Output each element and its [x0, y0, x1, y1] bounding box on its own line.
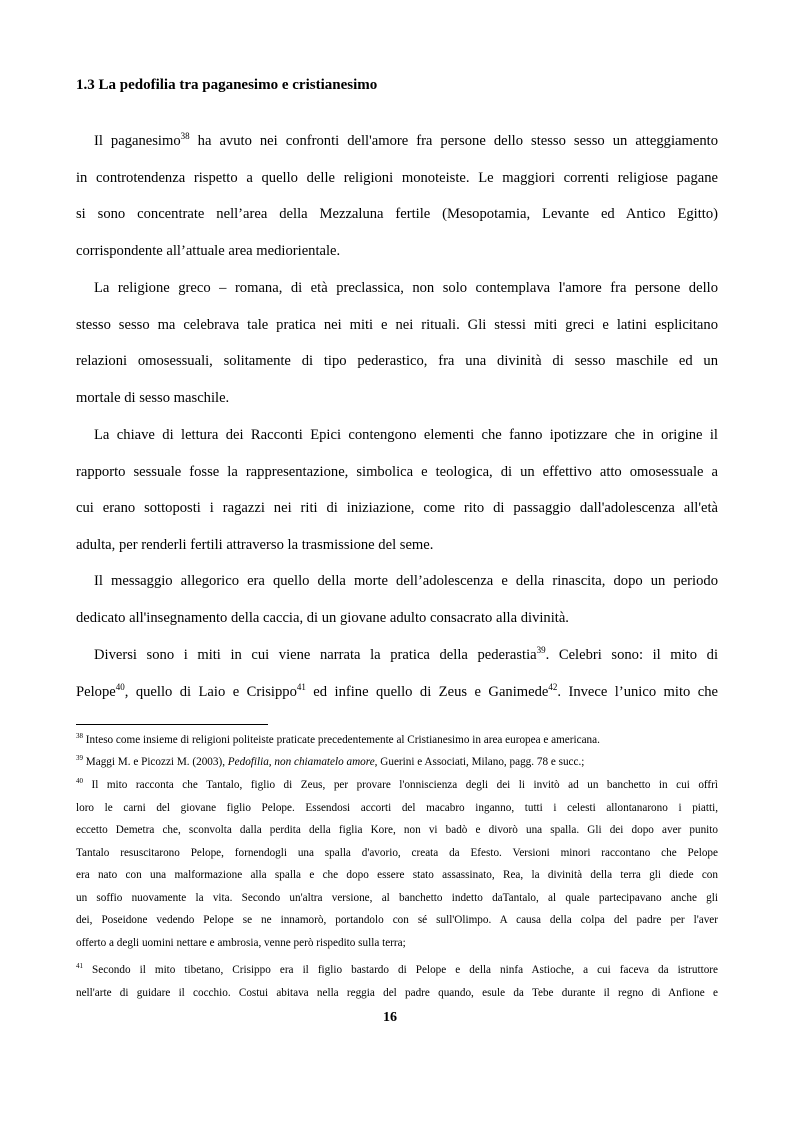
paragraph-line: relazioni omosessuali, solitamente di tipo pederastico, fra una divinità di sesso maschile ed un: [76, 353, 718, 370]
paragraph-3: [76, 425, 718, 572]
footnote-39: $^{39}$ Maggi M. e Picozzi M. (2003), Pedofilia, non chiamatelo amore, Guerini e Associati, Milano, pagg. 78 e succ.;: [76, 754, 585, 768]
paragraph-line: rapporto sessuale fosse la rappresentazione, simbolica e teologica, di un effettivo atto omosessuale a: [76, 463, 718, 480]
footnote-separator: [76, 724, 268, 725]
footnote-ref-41[interactable]: 41: [296, 681, 306, 692]
page-number: 16: [383, 1010, 397, 1025]
paragraph-line: Pelope$^{40}$, quello di Laio e Crisippo$^{41}$ ed infine quello di Zeus e Ganimede$^{42}$. Invece l’unico mito che: [76, 681, 718, 700]
footnote-ref-39[interactable]: 39: [536, 645, 546, 655]
paragraph-line: corrispondente all’attuale area mediorientale.: [76, 243, 341, 260]
paragraph-2: [76, 278, 718, 425]
paragraph-line: La chiave di lettura dei Racconti Epici contengono elementi che fanno ipotizzare che in origine il: [94, 427, 718, 443]
footnote-ref-40[interactable]: 40: [115, 681, 125, 692]
footnote-38: $^{38}$ Inteso come insieme di religioni politeiste praticate precedentemente al Cristianesimo in area europea e americana.: [76, 732, 600, 746]
paragraph-5: [76, 645, 718, 718]
section-heading: 1.3 La pedofilia tra paganesimo e cristianesimo: [76, 77, 378, 93]
paragraph-line: in controtendenza rispetto a quello delle religioni monoteiste. Le maggiori correnti religiose pagane: [76, 169, 718, 186]
paragraph-line: La religione greco – romana, di età preclassica, non solo contemplava l'amore fra persone dello: [94, 280, 718, 296]
footnote-ref-38[interactable]: 38: [180, 131, 190, 141]
paragraph-line: Il messaggio allegorico era quello della morte dell’adolescenza e della rinascita, dopo un periodo: [94, 573, 718, 589]
footnote-41: $^{41}$ Secondo il mito tibetano, Crisippo era il figlio bastardo di Pelope e della ninfa Astioche, a cui faceva da istruttore nell'arte di guidare il cocchio. Costui abitava nella reggia del padre quando, esule da Tebe durante il regno di Anfione e: [76, 962, 718, 999]
paragraph-4: [76, 571, 718, 644]
paragraph-line: adulta, per renderli fertili attraverso la trasmissione del seme.: [76, 537, 434, 554]
paragraph-line: mortale di sesso maschile.: [76, 390, 230, 407]
footnote-40: $^{40}$ Il mito racconta che Tantalo, figlio di Zeus, per provare l'onniscienza degli dei li invitò ad un banchetto in cui offrì loro le carni del giovane figlio Pelope. Essendosi accorti del macabro inganno, tutti i celesti allontanarono i piatti, eccetto Demetra che, sconvolta dalla perdita della figlia Kore, non vi badò e divorò una spalla. Gli dei dopo aver punito Tantalo resuscitarono Pelope, fornendogli una spalla d'avorio, creata da Efesto. Versioni minori raccontano che Pelope era nato con una malformazione alla spalla e che dopo essere stato assassinato, Rea, la divinità della terra gli diede con un soffio nuovamente la vita. Secondo un'altra versione, al banchetto indetto daTantalo, al quale partecipavano anche gli dei, Poseidone vedendo Pelope se ne innamorò, portandolo con sé sull'Olimpo. A causa della colpa del padre per l'aver offerto a degli uomini nettare e ambrosia, venne però rispedito sulla terra;: [76, 777, 718, 949]
book-title: Pedofilia, non chiamatelo amore: [227, 756, 375, 768]
paragraph-1: [76, 131, 718, 278]
paragraph-line: si sono concentrate nell’area della Mezzaluna fertile (Mesopotamia, Levante ed Antico Egitto): [76, 206, 718, 223]
paragraph-line: cui erano sottoposti i ragazzi nei riti di iniziazione, come rito di passaggio dall'adolescenza all'età: [76, 500, 718, 517]
paragraph-line: stesso sesso ma celebrava tale pratica nei miti e nei rituali. Gli stessi miti greci e latini esplicitano: [76, 316, 718, 333]
paragraph-line: dedicato all'insegnamento della caccia, di un giovane adulto consacrato alla divinità.: [76, 609, 569, 626]
footnote-ref-42[interactable]: 42: [548, 681, 558, 692]
paragraph-line: Il paganesimo$^{38}$ ha avuto nei confronti dell'amore fra persone dello stesso sesso un atteggiamento: [94, 131, 718, 149]
paragraph-line: Diversi sono i miti in cui viene narrata la pratica della pederastia$^{39}$. Celebri sono: il mito di: [94, 645, 718, 663]
